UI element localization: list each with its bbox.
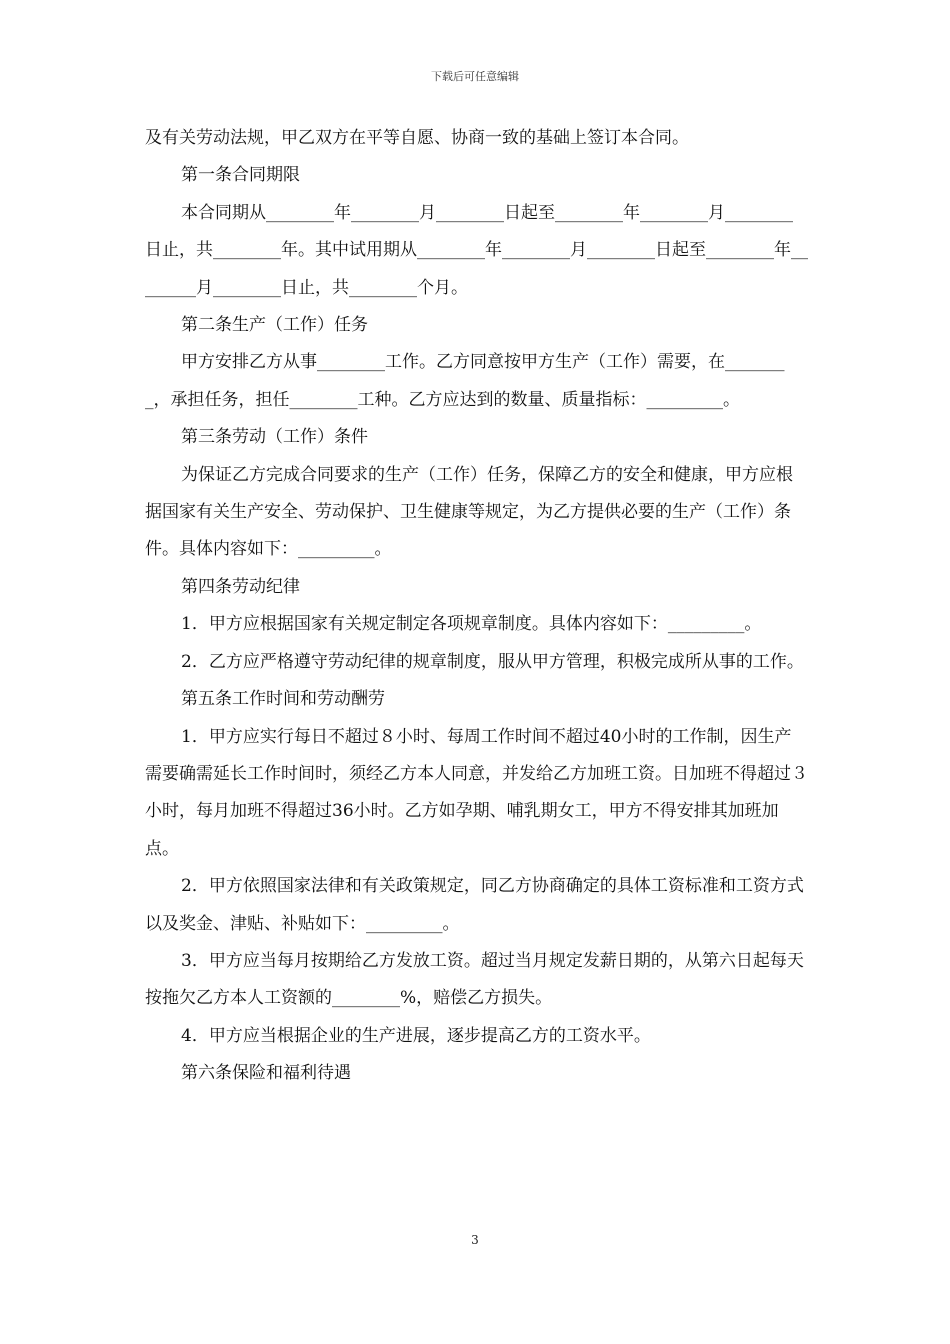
document-body (145, 120, 808, 1093)
paragraph-hours-4: 4．甲方应当根据企业的生产进展，逐步提高乙方的工资水平。 (181, 1025, 651, 1046)
paragraph-conditions: 为保证乙方完成合同要求的生产（工作）任务，保障乙方的安全和健康，甲方应根据国家有关生产安全、劳动保护、卫生健康等规定，为乙方提供必要的生产（工作）条件。具体内容如下：_________。 (145, 464, 793, 560)
paragraph-discipline-1: 1．甲方应根据国家有关规定制定各项规章制度。具体内容如下：_________。 (181, 614, 762, 635)
paragraph-contract-term: 本合同期从________年________月________日起至________年________月________日止，共________年。其中试用期从________年________月________日起至________年________月________日止，共________个月。 (145, 202, 808, 298)
paragraph-hours-3: 3．甲方应当每月按期给乙方发放工资。超过当月规定发薪日期的，从第六日起每天按拖欠乙方本人工资额的________%，赔偿乙方损失。 (145, 950, 804, 1009)
paragraph-intro: 及有关劳动法规，甲乙双方在平等自愿、协商一致的基础上签订本合同。 (145, 128, 689, 148)
section-heading-4: 第四条劳动纪律 (181, 576, 300, 597)
paragraph-discipline-2: 2．乙方应严格遵守劳动纪律的规章制度，服从甲方管理，积极完成所从事的工作。 (181, 651, 804, 672)
page-header: 下载后可任意编辑 (431, 70, 519, 83)
paragraph-hours-2: 2．甲方依照国家法律和有关政策规定，同乙方协商确定的具体工资标准和工资方式以及奖金、津贴、补贴如下：_________。 (145, 876, 804, 934)
page-number: 3 (471, 1233, 479, 1247)
section-heading-6: 第六条保险和福利待遇 (181, 1063, 351, 1084)
section-heading-2: 第二条生产（工作）任务 (181, 315, 368, 336)
paragraph-task: 甲方安排乙方从事________工作。乙方同意按甲方生产（工作）需要，在________，承担任务，担任________工种。乙方应达到的数量、质量指标：_________。 (145, 352, 785, 410)
section-heading-1: 第一条合同期限 (181, 165, 300, 186)
section-heading-3: 第三条劳动（工作）条件 (181, 427, 368, 448)
paragraph-hours-1: 1．甲方应实行每日不超过８小时、每周工作时间不超过40小时的工作制，因生产需要确需延长工作时间时，须经乙方本人同意，并发给乙方加班工资。日加班不得超过３小时，每月加班不得超过36小时。乙方如孕期、哺乳期女工，甲方不得安排其加班加点。 (145, 726, 808, 859)
section-heading-5: 第五条工作时间和劳动酬劳 (181, 689, 385, 710)
